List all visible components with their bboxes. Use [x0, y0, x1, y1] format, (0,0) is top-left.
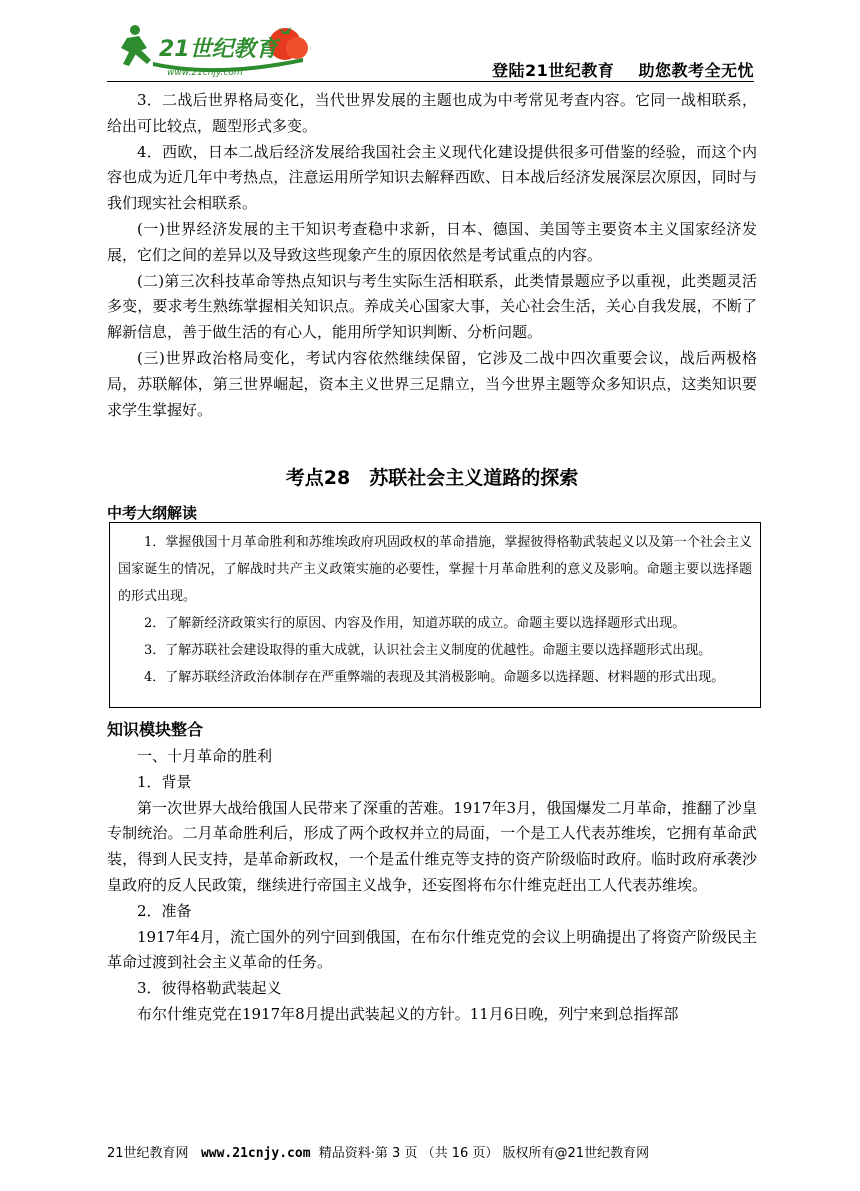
module-paragraph: 1917年4月，流亡国外的列宁回到俄国，在布尔什维克党的会议上明确提出了将资产阶级民主革命过渡到社会主义革命的任务。	[107, 927, 757, 972]
syllabus-item: 1．掌握俄国十月革命胜利和苏维埃政府巩固政权的革命措施，掌握彼得格勒武装起义以及第一个社会主义国家诞生的情况，了解战时共产主义政策实施的必要性，掌握十月革命胜利的意义及影响。命题主要以选择题的形式出现。	[118, 535, 752, 604]
header-divider	[107, 81, 754, 82]
module-subheading: 1．背景	[137, 772, 192, 791]
logo-graphic	[107, 18, 317, 80]
page-header	[107, 18, 754, 82]
syllabus-item: 3．了解苏联社会建设取得的重大成就，认识社会主义制度的优越性。命题主要以选择题形式出现。	[144, 643, 712, 658]
svg-text:21世纪教育: 21世纪教育	[159, 37, 278, 62]
syllabus-item: 2．了解新经济政策实行的原因、内容及作用，知道苏联的成立。命题主要以选择题形式出现。	[144, 616, 686, 631]
footer-url-link[interactable]: www.21cnjy.com	[200, 1146, 311, 1161]
syllabus-item: 4．了解苏联经济政治体制存在严重弊端的表现及其消极影响。命题多以选择题、材料题的形式出现。	[144, 670, 725, 685]
module-title: 知识模块整合	[107, 720, 204, 739]
site-logo[interactable]	[107, 18, 317, 80]
module-subheading: 2．准备	[137, 901, 192, 920]
intro-paragraph: 3．二战后世界格局变化，当代世界发展的主题也成为中考常见考查内容。它同一战相联系，给出可比较点，题型形式多变。	[107, 91, 757, 135]
module-heading: 一、十月革命的胜利	[137, 747, 273, 765]
page-footer	[107, 1142, 757, 1161]
module-subheading: 3．彼得格勒武装起义	[137, 979, 282, 998]
intro-paragraph: (三)世界政治格局变化，考试内容依然继续保留，它涉及二战中四次重要会议，战后两极格局，苏联解体，第三世界崛起，资本主义世界三足鼎立，当今世界主题等众多知识点，这类知识要求学生掌握好。	[107, 348, 757, 419]
module-paragraph: 布尔什维克党在1917年8月提出武装起义的方针。11月6日晚，列宁来到总指挥部	[137, 1004, 679, 1023]
syllabus-box	[109, 522, 761, 708]
section-title: 考点28 苏联社会主义道路的探索	[285, 467, 579, 489]
module-paragraph: 第一次世界大战给俄国人民带来了深重的苦难。1917年3月，俄国爆发二月革命，推翻了沙皇专制统治。二月革命胜利后，形成了两个政权并立的局面，一个是工人代表苏维埃，它拥有革命武装，得到人民支持，是革命新政权，一个是孟什维克等支持的资产阶级临时政府。临时政府承袭沙皇政府的反人民政策，继续进行帝国主义战争，还妄图将布尔什维克赶出工人代表苏维埃。	[107, 798, 757, 894]
footer-site-name: 21世纪教育网	[107, 1146, 201, 1161]
intro-paragraph: (二)第三次科技革命等热点知识与考生实际生活相联系，此类情景题应予以重视，此类题灵活多变，要求考生熟练掌握相关知识点。养成关心国家大事，关心社会生活，关心自我发展，不断了解新信息，善于做生活的有心人，能用所学知识判断、分析问题。	[107, 271, 757, 342]
intro-paragraph: (一)世界经济发展的主干知识考查稳中求新，日本、德国、美国等主要资本主义国家经济发展，它们之间的差异以及导致这些现象产生的原因依然是考试重点的内容。	[107, 219, 757, 264]
intro-section	[107, 88, 757, 423]
syllabus-title: 中考大纲解读	[107, 504, 198, 522]
header-slogan: 登陆21世纪教育 助您教考全无忧	[491, 61, 754, 80]
module-body	[107, 744, 757, 1028]
svg-text:www.21cnjy.com: www.21cnjy.com	[167, 68, 243, 78]
intro-paragraph: 4．西欧，日本二战后经济发展给我国社会主义现代化建设提供很多可借鉴的经验，而这个内容也成为近几年中考热点，注意运用所学知识去解释西欧、日本战后经济发展深层次原因，同时与我们现实社会相联系。	[107, 142, 757, 213]
footer-page-info: 精品资料·第 3 页 （共 16 页） 版权所有@21世纪教育网	[310, 1146, 650, 1161]
